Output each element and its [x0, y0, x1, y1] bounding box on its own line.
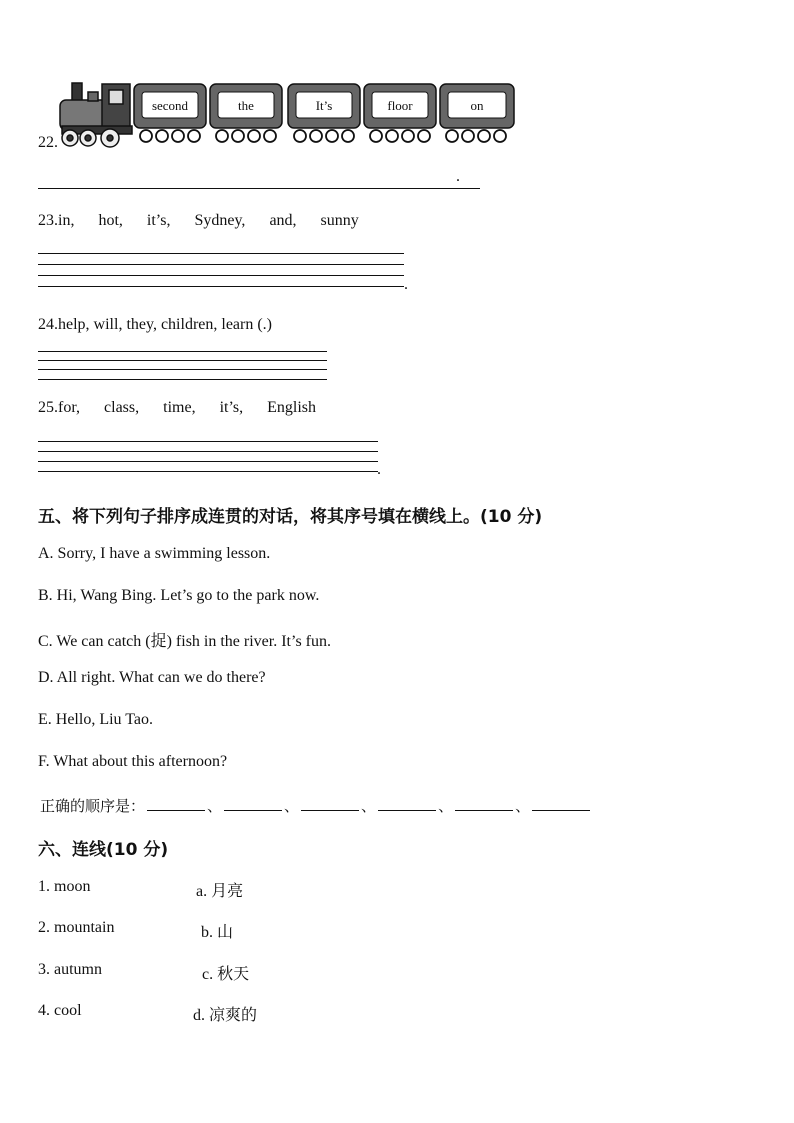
train-word-5: on [470, 98, 484, 113]
match-left-2[interactable]: 2. mountain [38, 919, 115, 936]
order-label: 正确的顺序是： [40, 797, 146, 815]
match-right-b[interactable]: b. 山 [201, 924, 234, 941]
train-car-3 [288, 84, 360, 142]
order-blank-5[interactable] [455, 796, 513, 811]
order-separator-2: 、 [284, 797, 300, 815]
q23-word-5: and, [269, 212, 297, 229]
q24-line-4[interactable] [38, 379, 327, 380]
match-left-3[interactable]: 3. autumn [38, 961, 102, 978]
order-separator-5: 、 [515, 797, 531, 815]
order-separator-3: 、 [361, 797, 377, 815]
q22-number: 22. [38, 134, 58, 151]
order-answer-row [40, 795, 592, 816]
locomotive-icon [60, 83, 132, 147]
q22-answer-line[interactable] [38, 188, 480, 189]
q22-end-dot: . [456, 168, 460, 185]
q24-prompt [38, 316, 272, 334]
section5-sentence-b: B. Hi, Wang Bing. Let’s go to the park now. [38, 587, 320, 604]
train-car-5 [440, 84, 514, 142]
q23-word-3: it’s, [146, 212, 171, 229]
q25-word-5: English [267, 399, 317, 416]
q23-prompt [38, 212, 359, 230]
q23-word-6: sunny [320, 212, 359, 229]
q24-line-3[interactable] [38, 369, 327, 370]
q25-word-4: it’s, [219, 399, 244, 416]
train-car-4 [364, 84, 436, 142]
match-left-4[interactable]: 4. cool [38, 1002, 82, 1019]
train-word-4: floor [387, 98, 413, 113]
q23-line-3[interactable] [38, 275, 404, 276]
q24-number: 24. [38, 316, 58, 333]
train-car-1 [134, 84, 206, 142]
q23-number: 23. [38, 212, 58, 229]
q25-line-3[interactable] [38, 461, 378, 462]
train-car-2 [210, 84, 282, 142]
section5-sentence-a: A. Sorry, I have a swimming lesson. [38, 545, 271, 562]
q23-word-4: Sydney, [194, 212, 246, 229]
order-blank-3[interactable] [301, 796, 359, 811]
q24-line-2[interactable] [38, 360, 327, 361]
q24-words: help, will, they, children, learn (.) [58, 316, 272, 333]
q25-line-2[interactable] [38, 451, 378, 452]
order-blank-6[interactable] [532, 796, 590, 811]
q24-line-1[interactable] [38, 351, 327, 352]
q23-end-dot: . [404, 276, 408, 293]
q23-line-1[interactable] [38, 253, 404, 254]
train-word-1: second [151, 98, 189, 113]
train-word-3: It’s [315, 98, 333, 113]
section5-sentence-d: D. All right. What can we do there? [38, 669, 266, 686]
match-left-1[interactable]: 1. moon [38, 878, 91, 895]
match-right-a[interactable]: a. 月亮 [196, 883, 244, 900]
section5-sentence-c: C. We can catch (捉) fish in the river. It’s fun. [38, 633, 332, 650]
q23-word-2: hot, [98, 212, 123, 229]
order-blank-1[interactable] [147, 796, 205, 811]
q23-line-2[interactable] [38, 264, 404, 265]
q25-word-2: class, [104, 399, 140, 416]
section6-title: 六、连线(10 分) [38, 840, 169, 860]
section5-sentence-e: E. Hello, Liu Tao. [38, 711, 154, 728]
order-blank-2[interactable] [224, 796, 282, 811]
order-separator-4: 、 [438, 797, 454, 815]
section5-sentence-f: F. What about this afternoon? [38, 753, 228, 770]
train-word-2: the [238, 98, 254, 113]
q25-word-3: time, [163, 399, 196, 416]
order-blank-4[interactable] [378, 796, 436, 811]
order-separator-1: 、 [207, 797, 223, 815]
q25-end-dot: . [377, 461, 381, 478]
q25-line-1[interactable] [38, 441, 378, 442]
match-right-d[interactable]: d. 凉爽的 [193, 1007, 258, 1024]
q25-prompt [38, 399, 316, 417]
train-illustration [58, 78, 518, 152]
q25-word-1: for, [58, 399, 81, 416]
match-right-c[interactable]: c. 秋天 [202, 966, 250, 983]
q25-line-4[interactable] [38, 471, 378, 472]
q23-word-1: in, [58, 212, 75, 229]
section5-title: 五、将下列句子排序成连贯的对话，将其序号填在横线上。(10 分) [38, 507, 543, 527]
q23-line-4[interactable] [38, 286, 404, 287]
q25-number: 25. [38, 399, 58, 416]
